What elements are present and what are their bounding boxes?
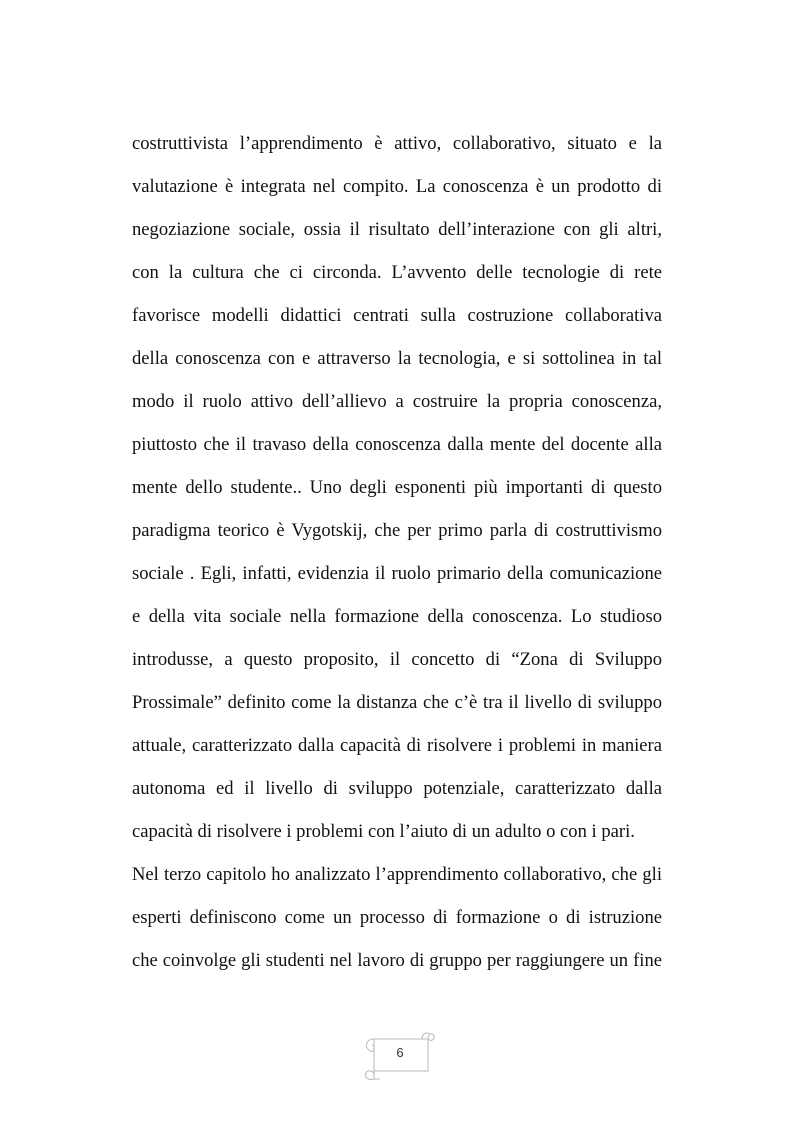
text-line-15: attuale, caratterizzato dalla capacità di risolvere i problemi in maniera [132,735,662,756]
text-line-11: sociale . Egli, infatti, evidenzia il ruolo primario della comunicazione [132,563,662,584]
page-number-scroll [358,1027,436,1085]
text-line-10: paradigma teorico è Vygotskij, che per primo parla di costruttivismo [132,520,662,541]
text-line-2: valutazione è integrata nel compito. La conoscenza è un prodotto di [132,176,662,197]
text-line-14: Prossimale” definito come la distanza che c’è tra il livello di sviluppo [132,692,662,713]
body-text [132,126,662,986]
text-line-8: piuttosto che il travaso della conoscenza dalla mente del docente alla [132,434,662,455]
text-line-5: favorisce modelli didattici centrati sulla costruzione collaborativa [132,305,662,326]
text-line-1: costruttivista l’apprendimento è attivo, collaborativo, situato e la [132,133,662,154]
text-line-4: con la cultura che ci circonda. L’avvento delle tecnologie di rete [132,262,662,283]
text-line-20: che coinvolge gli studenti nel lavoro di gruppo per raggiungere un fine [132,950,662,971]
page-number: 6 [396,1045,404,1060]
text-line-3: negoziazione sociale, ossia il risultato dell’interazione con gli altri, [132,219,662,240]
text-line-6: della conoscenza con e attraverso la tecnologia, e si sottolinea in tal [132,348,662,369]
text-line-13: introdusse, a questo proposito, il concetto di “Zona di Sviluppo [132,649,662,670]
text-line-17: capacità di risolvere i problemi con l’aiuto di un adulto o con i pari. [132,821,635,842]
text-line-18: Nel terzo capitolo ho analizzato l’apprendimento collaborativo, che gli [132,864,662,885]
text-line-19: esperti definiscono come un processo di formazione o di istruzione [132,907,662,928]
text-line-7: modo il ruolo attivo dell’allievo a costruire la propria conoscenza, [132,391,662,412]
text-line-12: e della vita sociale nella formazione della conoscenza. Lo studioso [132,606,662,627]
text-line-16: autonoma ed il livello di sviluppo potenziale, caratterizzato dalla [132,778,662,799]
text-line-9: mente dello studente.. Uno degli esponenti più importanti di questo [132,477,662,498]
